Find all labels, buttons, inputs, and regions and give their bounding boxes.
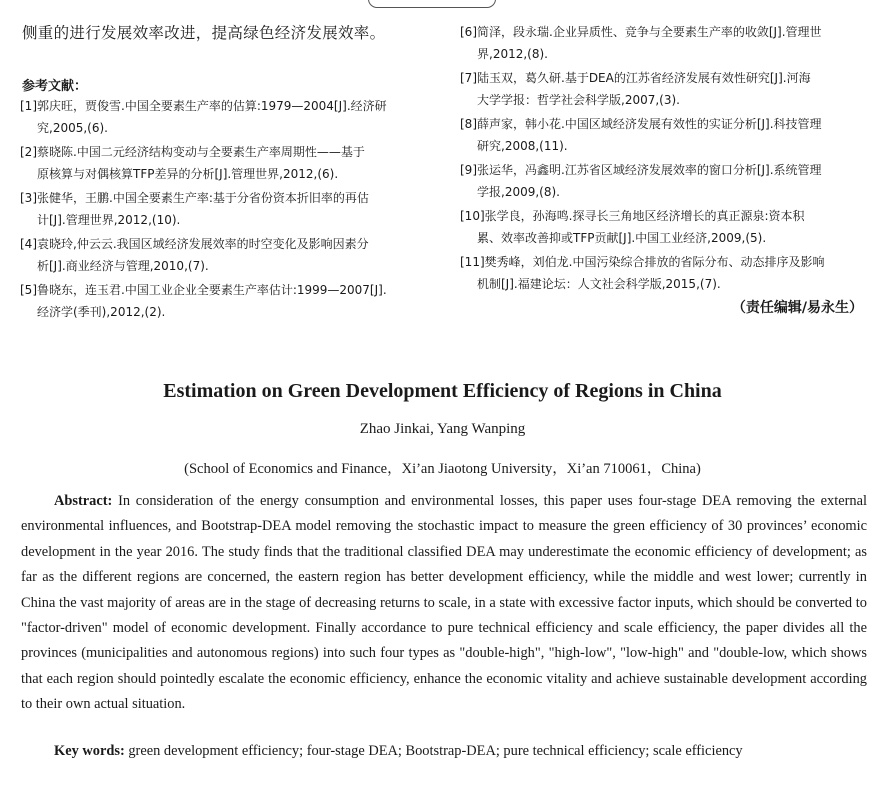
- reference-line: [1]郭庆旺，贾俊雪.中国全要素生产率的估算:1979—2004[J].经济研: [20, 99, 387, 113]
- reference-line: 析[J].商业经济与管理,2010,(7).: [37, 259, 209, 273]
- reference-line: [7]陆玉双，葛久研.基于DEA的江苏省经济发展有效性研究[J].河海: [460, 71, 811, 85]
- reference-line: 大学学报：哲学社会科学版,2007,(3).: [477, 93, 680, 107]
- reference-item: [20, 187, 369, 231]
- reference-item: [460, 21, 822, 65]
- reference-line: [2]蔡晓陈.中国二元经济结构变动与全要素生产率周期性——基于: [20, 145, 365, 159]
- abstract-text: In consideration of the energy consumption and environmental losses, this paper uses four-stage DEA removing the external environmental influences, and Bootstrap-DEA model removing the stochastic impact to measure the green efficiency of 30 provinces’ economic development in the year 2016. The study finds that the traditional classified DEA may underestimate the economic efficiency of development; as far as the different regions are concerned, the eastern region has better development efficiency, while the middle and west lower; currently in China the vast majority of areas are in the stage of decreasing returns to scale, in a state with excessive factor inputs, which should be converted to "factor-driven" model of economic development. Finally accordance to pure technical efficiency and scale efficiency, the paper divides all the provinces (municipalities and autonomous regions) into such four types as "double-high", "high-low", "low-high" and "double-low, which shows that each region should pointedly escalate the economic efficiency, enhance the economic vitality and achieve sustainable development according to their own actual situation.: [21, 493, 867, 713]
- reference-line: 研究,2008,(11).: [477, 139, 568, 153]
- reference-line: [11]樊秀峰，刘伯龙.中国污染综合排放的省际分布、动态排序及影响: [460, 255, 825, 269]
- reference-line: 界,2012,(8).: [477, 47, 548, 61]
- reference-item: [460, 113, 822, 157]
- reference-item: [460, 67, 811, 111]
- reference-line: [3]张健华，王鹏.中国全要素生产率:基于分省份资本折旧率的再估: [20, 191, 369, 205]
- references-heading: 参考文献：: [22, 79, 88, 94]
- reference-line: [6]简泽，段永瑞.企业异质性、竞争与全要素生产率的收敛[J].管理世: [460, 25, 822, 39]
- reference-item: [20, 279, 387, 323]
- keywords-label: Key words:: [54, 743, 125, 759]
- authors: Zhao Jinkai, Yang Wanping: [359, 421, 526, 437]
- reference-line: [9]张运华，冯鑫明.江苏省区域经济发展效率的窗口分析[J].系统管理: [460, 163, 822, 177]
- reference-line: [5]鲁晓东，连玉君.中国工业企业全要素生产率估计:1999—2007[J].: [20, 283, 387, 297]
- reference-item: [20, 233, 369, 277]
- reference-line: 究,2005,(6).: [37, 121, 108, 135]
- reference-item: [460, 159, 822, 203]
- abstract-paragraph: [21, 489, 867, 718]
- lead-sentence: 侧重的进行发展效率改进，提高绿色经济发展效率。: [22, 24, 386, 42]
- reference-line: 经济学(季刊),2012,(2).: [37, 305, 166, 319]
- reference-line: 原核算与对偶核算TFP差异的分析[J].管理世界,2012,(6).: [37, 167, 339, 181]
- reference-line: [8]薛声家，韩小花.中国区域经济发展有效性的实证分析[J].科技管理: [460, 117, 822, 131]
- reference-item: [460, 251, 824, 295]
- reference-line: 机制[J].福建论坛：人文社会科学版,2015,(7).: [477, 277, 721, 291]
- keywords-text: green development efficiency; four-stage DEA; Bootstrap-DEA; pure technical efficiency; scale efficiency: [128, 743, 743, 759]
- english-title: Estimation on Green Development Efficiency of Regions in China: [163, 380, 722, 402]
- reference-item: [20, 95, 387, 139]
- editor-note: （责任编辑/易永生）: [731, 300, 863, 316]
- reference-line: 累、效率改善抑或TFP贡献[J].中国工业经济,2009,(5).: [477, 231, 767, 245]
- keywords-line: [54, 743, 743, 760]
- affiliation: (School of Economics and Finance，Xi’an Jiaotong University，Xi’an 710061，China): [184, 461, 701, 477]
- reference-line: [10]张学良，孙海鸣.探寻长三角地区经济增长的真正源泉:资本积: [460, 209, 805, 223]
- reference-item: [460, 205, 805, 249]
- reference-item: [20, 141, 365, 185]
- reference-line: 计[J].管理世界,2012,(10).: [37, 213, 181, 227]
- abstract-label: Abstract:: [54, 493, 113, 509]
- page-header-tab: [368, 0, 496, 8]
- reference-line: 学报,2009,(8).: [477, 185, 560, 199]
- reference-line: [4]袁晓玲,仲云云.我国区域经济发展效率的时空变化及影响因素分: [20, 237, 369, 251]
